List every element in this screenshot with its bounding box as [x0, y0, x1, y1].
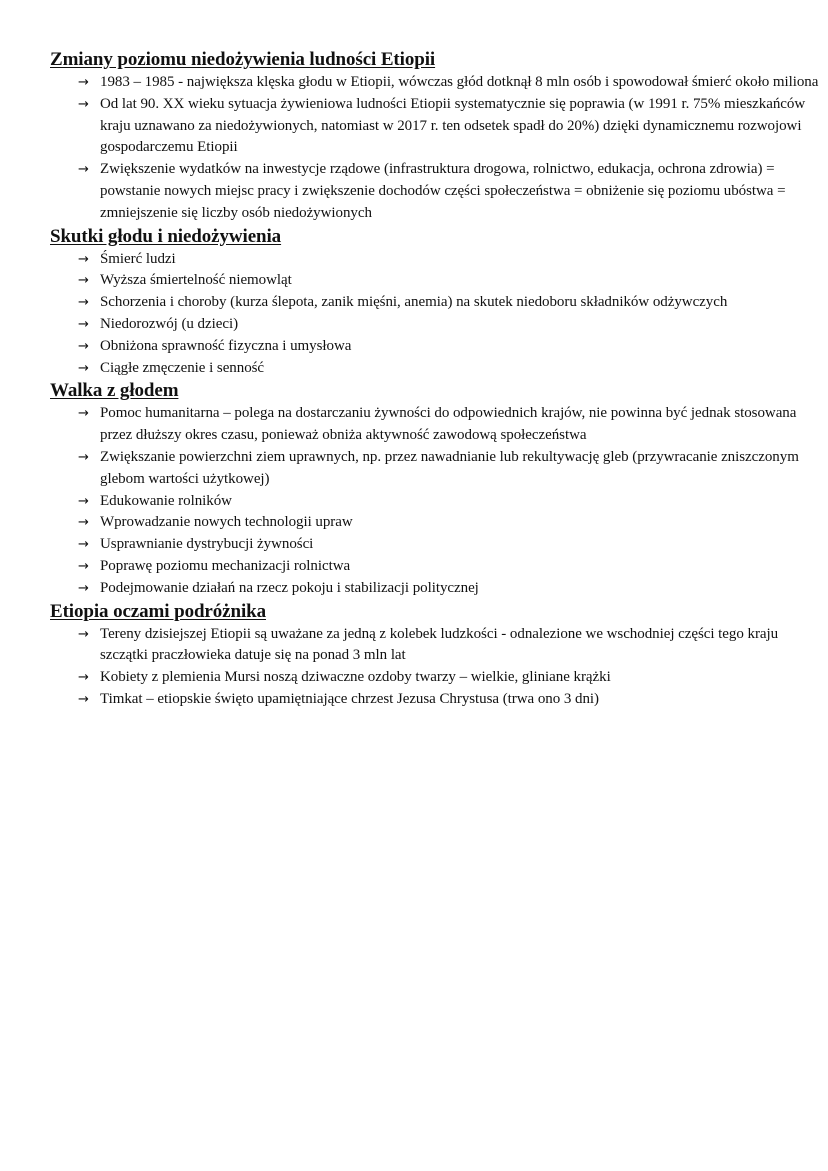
arrow-right-icon: → [78, 449, 89, 465]
document-page [50, 48, 825, 711]
list-item: → Obniżona sprawność fizyczna i umysłowa [50, 336, 825, 358]
section-title: Etiopia oczami podróżnika [50, 600, 267, 622]
arrow-right-icon: → [78, 162, 89, 178]
arrow-right-icon: → [78, 273, 89, 289]
list-item: → Zwiększenie wydatków na inwestycje rządowe (infrastruktura drogowa, rolnictwo, edukacja, ochrona zdrowia) = powstanie nowych miejsc pracy i zwiększenie dochodów części społeczeństwa = obniżenie się poziomu ubóstwa = zmniejszenie się liczby osób niedożywionych [78, 161, 786, 221]
list-item: → Ciągłe zmęczenie i senność [50, 358, 825, 380]
list-item: → Podejmowanie działań na rzecz pokoju i stabilizacji politycznej [50, 578, 825, 600]
list-item: → Edukowanie rolników [50, 491, 825, 513]
list-item: → 1983 – 1985 - największa klęska głodu w Etiopii, wówczas głód dotknął 8 mln osób i spowodował śmierć około miliona [50, 72, 825, 94]
list-item: → Wprowadzanie nowych technologii upraw [50, 512, 825, 534]
bullet-list [50, 403, 825, 599]
arrow-right-icon: → [78, 537, 89, 553]
list-item: → Śmierć ludzi [50, 249, 825, 271]
section-hunger-effects [50, 225, 825, 380]
list-item: → Kobiety z plemienia Mursi noszą dziwaczne ozdoby twarzy – wielkie, gliniane krążki [50, 667, 825, 689]
bullet-list [50, 249, 825, 380]
arrow-right-icon: → [78, 295, 89, 311]
arrow-right-icon: → [78, 515, 89, 531]
list-item: → Timkat – etiopskie święto upamiętniające chrzest Jezusa Chrystusa (trwa ono 3 dni) [50, 689, 825, 711]
arrow-right-icon: → [78, 626, 89, 642]
arrow-right-icon: → [78, 316, 89, 332]
arrow-right-icon: → [78, 493, 89, 509]
list-item: → Wyższa śmiertelność niemowląt [50, 270, 825, 292]
arrow-right-icon: → [78, 96, 89, 112]
list-item: → Usprawnianie dystrybucji żywności [50, 534, 825, 556]
section-title: Skutki głodu i niedożywienia [50, 225, 282, 247]
section-title: Walka z głodem [50, 380, 179, 402]
section-title: Zmiany poziomu niedożywienia ludności Etiopii [50, 49, 436, 70]
arrow-right-icon: → [78, 691, 89, 707]
arrow-right-icon: → [78, 360, 89, 376]
arrow-right-icon: → [78, 338, 89, 354]
arrow-right-icon: → [78, 406, 89, 422]
list-item: → Pomoc humanitarna – polega na dostarczaniu żywności do odpowiednich krajów, nie powinna być jednak stosowana przez dłuższy okres czasu, ponieważ obniża aktywność zawodową społeczeństwa [78, 405, 797, 444]
list-item: → Tereny dzisiejszej Etiopii są uważane za jedną z kolebek ludzkości - odnalezione we wschodniej części tego kraju szczątki praczłowieka datuje się na ponad 3 mln lat [78, 625, 779, 664]
bullet-list [50, 72, 825, 225]
list-item: → Poprawę poziomu mechanizacji rolnictwa [50, 556, 825, 578]
arrow-right-icon: → [78, 75, 89, 90]
list-item: → Schorzenia i choroby (kurza ślepota, zanik mięśni, anemia) na skutek niedoboru składników odżywczych [50, 292, 825, 314]
section-malnutrition-changes [50, 48, 825, 225]
arrow-right-icon: → [78, 580, 89, 596]
list-item: → Od lat 90. XX wieku sytuacja żywieniowa ludności Etiopii systematycznie się poprawia (w 1991 r. 75% mieszkańców kraju uznawano za niedożywionych, natomiast w 2017 r. ten odsetek spadł do 20%) dzięki dynamicznemu rozwojowi gospodarczemu Etiopii [78, 95, 806, 156]
arrow-right-icon: → [78, 670, 89, 686]
arrow-right-icon: → [78, 251, 89, 267]
section-traveler-view [50, 600, 825, 711]
list-item: → Niedorozwój (u dzieci) [50, 314, 825, 336]
arrow-right-icon: → [78, 558, 89, 574]
section-fighting-hunger [50, 379, 825, 599]
bullet-list [50, 624, 825, 711]
list-item: → Zwiększanie powierzchni ziem uprawnych, np. przez nawadnianie lub rekultywację gleb (przywracanie zniszczonym glebom wartości użytkowej) [78, 448, 799, 487]
